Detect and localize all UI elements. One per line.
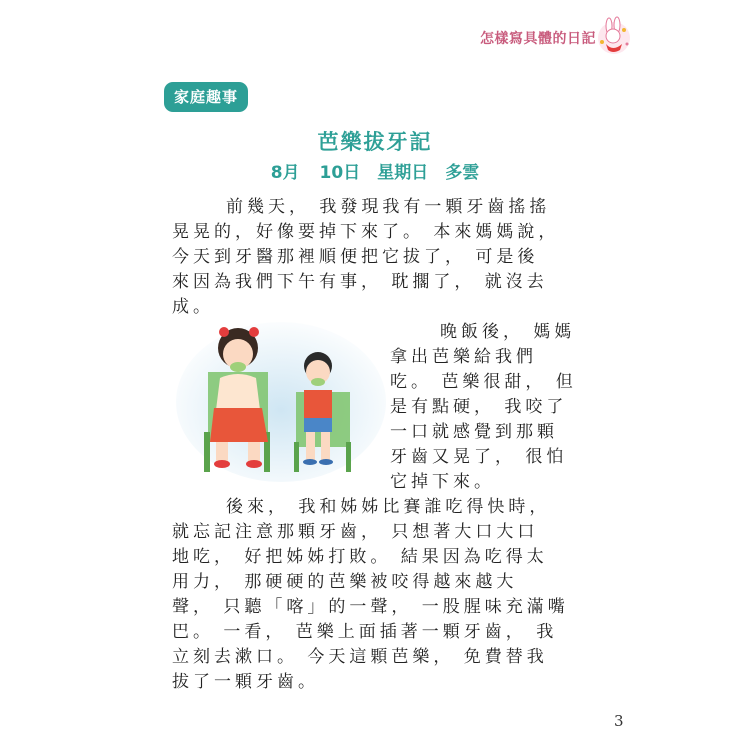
bunny-mascot-icon [594, 16, 634, 56]
diary-line: 拿出芭樂給我們 [390, 347, 537, 367]
diary-title: 芭樂拔牙記 [317, 130, 433, 154]
two-children-eating-guava-illustration [176, 292, 386, 482]
diary-line: 地吃， 好把姊姊打敗。 結果因為吃得太 [172, 547, 548, 567]
diary-line: 拔了一顆牙齒。 [172, 672, 319, 692]
diary-line: 後來， 我和姊姊比賽誰吃得快時， [226, 497, 551, 517]
diary-line: 吃。 芭樂很甜， 但 [390, 372, 577, 392]
diary-line: 是有點硬， 我咬了 [390, 397, 568, 417]
diary-line: 晃晃的，好像要掉下來了。 本來媽媽說， [172, 222, 560, 242]
diary-line: 它掉下來。 [390, 472, 495, 492]
diary-line: 一口就感覺到那顆 [390, 422, 558, 442]
diary-line: 牙齒又晃了， 很怕 [390, 447, 568, 467]
diary-line: 用力， 那硬硬的芭樂被咬得越來越大 [172, 572, 518, 592]
diary-line: 今天到牙醫那裡順便把它拔了， 可是後 [172, 247, 539, 267]
diary-line: 晚飯後， 媽媽 [440, 322, 576, 342]
diary-line: 就忘記注意那顆牙齒， 只想著大口大口 [172, 522, 539, 542]
diary-line: 立刻去漱口。 今天這顆芭樂， 免費替我 [172, 647, 548, 667]
diary-line: 巴。 一看， 芭樂上面插著一顆牙齒， 我 [172, 622, 558, 642]
book-title: 怎樣寫具體的日記 [480, 31, 596, 47]
section-tag: 家庭趣事 [164, 82, 248, 112]
diary-line: 成。 [172, 297, 214, 317]
diary-line: 聲， 只聽「喀」的一聲， 一股腥味充滿嘴 [172, 597, 569, 617]
diary-line: 前幾天， 我發現我有一顆牙齒搖搖 [226, 197, 551, 217]
diary-date-line: 8月 10日 星期日 多雲 [270, 163, 480, 183]
diary-line: 來因為我們下午有事， 耽擱了， 就沒去 [172, 272, 548, 292]
page-number: 3 [614, 712, 624, 730]
